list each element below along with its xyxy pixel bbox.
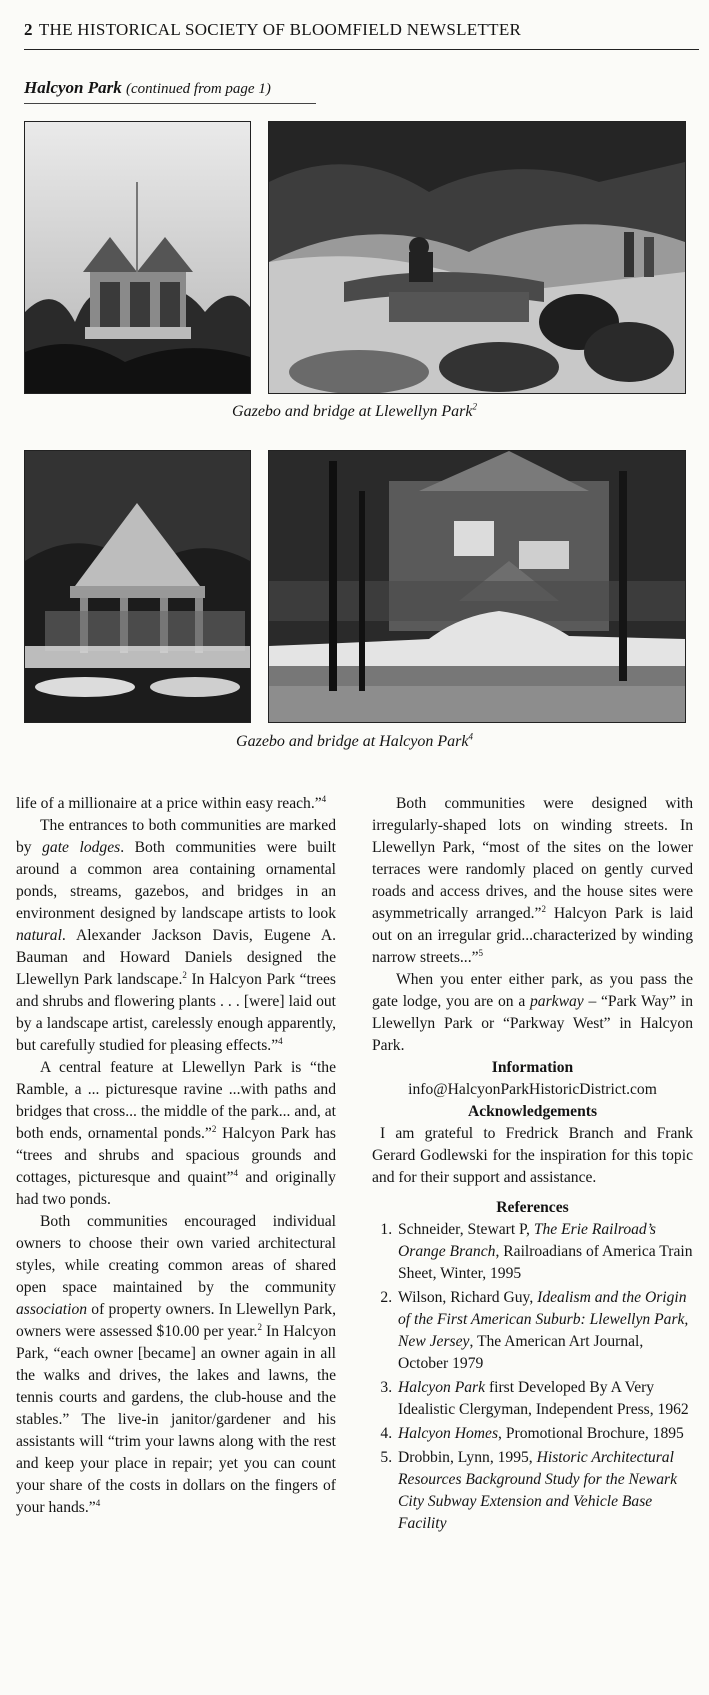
reference-item: 2. Wilson, Richard Guy, Idealism and the Origin of the First American Suburb: Llewellyn Park, New Jersey, The American Art Journal, October 1979	[396, 1287, 693, 1375]
caption-text: Gazebo and bridge at Halcyon Park	[236, 733, 469, 750]
photo-llewellyn-bridge	[268, 121, 686, 394]
paragraph: When you enter either park, as you pass the gate lodge, you are on a parkway – “Park Way” in Llewellyn Park or “Parkway West” in Halcyon Park.	[372, 971, 693, 1054]
newsletter-title: THE HISTORICAL SOCIETY OF BLOOMFIELD NEWSLETTER	[38, 20, 522, 39]
photo-llewellyn-gazebo	[24, 121, 251, 394]
paragraph: life of a millionaire at a price within easy reach.”$^4$	[16, 793, 327, 812]
paragraph: Both communities were designed with irregularly-shaped lots on winding streets. In Llewellyn Park, “most of the sites on the lower terraces were randomly placed on gently curved roads and access drives, and the house sites were asymmetrically arranged.”$^2$ Halcyon Park is laid out on an irregular grid...characterized by winding narrow streets...”$^5$	[372, 795, 693, 966]
information-email[interactable]: info@HalcyonParkHistoricDistrict.com	[408, 1081, 657, 1098]
references-heading: References	[496, 1199, 569, 1216]
reference-item: 1. Schneider, Stewart P, The Erie Railroad’s Orange Branch, Railroadians of America Train Sheet, Winter, 1995	[396, 1219, 693, 1285]
caption-note: 2	[472, 401, 477, 412]
figure-caption-llewellyn	[0, 403, 709, 421]
left-column	[16, 793, 336, 1519]
paragraph: A central feature at Llewellyn Park is “the Ramble, a ... picturesque ravine ...with paths and bridges that cross... the middle of the park... and, at both ends, ornamental ponds.”$^2$ Halcyon Park has “trees and shrubs and spacious grounds and cottages, picturesque and quaint”$^4$ and originally had two ponds.	[16, 1059, 336, 1208]
section-continued: (continued from page 1)	[126, 81, 271, 97]
header-rule	[24, 49, 699, 50]
references-list	[372, 1219, 693, 1535]
reference-item: 3. Halcyon Park first Developed By A Very Idealistic Clergyman, Independent Press, 1962	[396, 1377, 693, 1421]
caption-text: Gazebo and bridge at Llewellyn Park	[232, 403, 473, 420]
section-heading	[24, 78, 271, 98]
paragraph: The entrances to both communities are marked by gate lodges. Both communities were built around a common area containing ornamental ponds, streams, gazebos, and bridges in an environment designed by landscape artists to look natural. Alexander Jackson Davis, Eugene A. Bauman and Howard Daniels designed the Llewellyn Park landscape.$^2$ In Halcyon Park “trees and shrubs and flowering plants . . . [were] laid out by a landscape artist, carelessly enough apparently, but carefully studied for pleasing effects.”$^4$	[16, 817, 336, 1054]
acknowledgements-text: I am grateful to Fredrick Branch and Frank Gerard Godlewski for the inspiration for this topic and for their support and assistance.	[372, 1125, 693, 1186]
section-title: Halcyon Park	[24, 78, 122, 97]
right-column	[372, 793, 693, 1537]
information-heading: Information	[491, 1059, 574, 1076]
reference-item: 5. Drobbin, Lynn, 1995, Historic Architectural Resources Background Study for the Newark City Subway Extension and Vehicle Base Facility	[396, 1447, 693, 1535]
paragraph: Both communities encouraged individual owners to choose their own varied architectural styles, while creating common areas of shared open space maintained by the community association of property owners. In Llewellyn Park, owners were assessed $10.00 per year.$^2$ In Halcyon Park, “each owner [became] an owner again in all the walks and drives, the lakes and lawns, the tennis courts and gardens, the club-house and the stables.” The live-in janitor/gardener and his assistants will “trim your lawns along with the rest and keep your place in repair; yet you can count your share of the costs in dollars on the fingers of your hands.”$^4$	[16, 1213, 336, 1516]
newsletter-header	[24, 20, 699, 40]
photo-halcyon-bridge	[268, 450, 686, 723]
section-rule	[24, 103, 316, 104]
reference-item: 4. Halcyon Homes, Promotional Brochure, 1895	[396, 1423, 693, 1445]
photo-halcyon-gazebo	[24, 450, 251, 723]
acknowledgements-heading: Acknowledgements	[467, 1103, 598, 1120]
caption-note: 4	[468, 731, 473, 742]
figure-caption-halcyon	[0, 733, 709, 751]
page-number: 2	[24, 20, 33, 39]
